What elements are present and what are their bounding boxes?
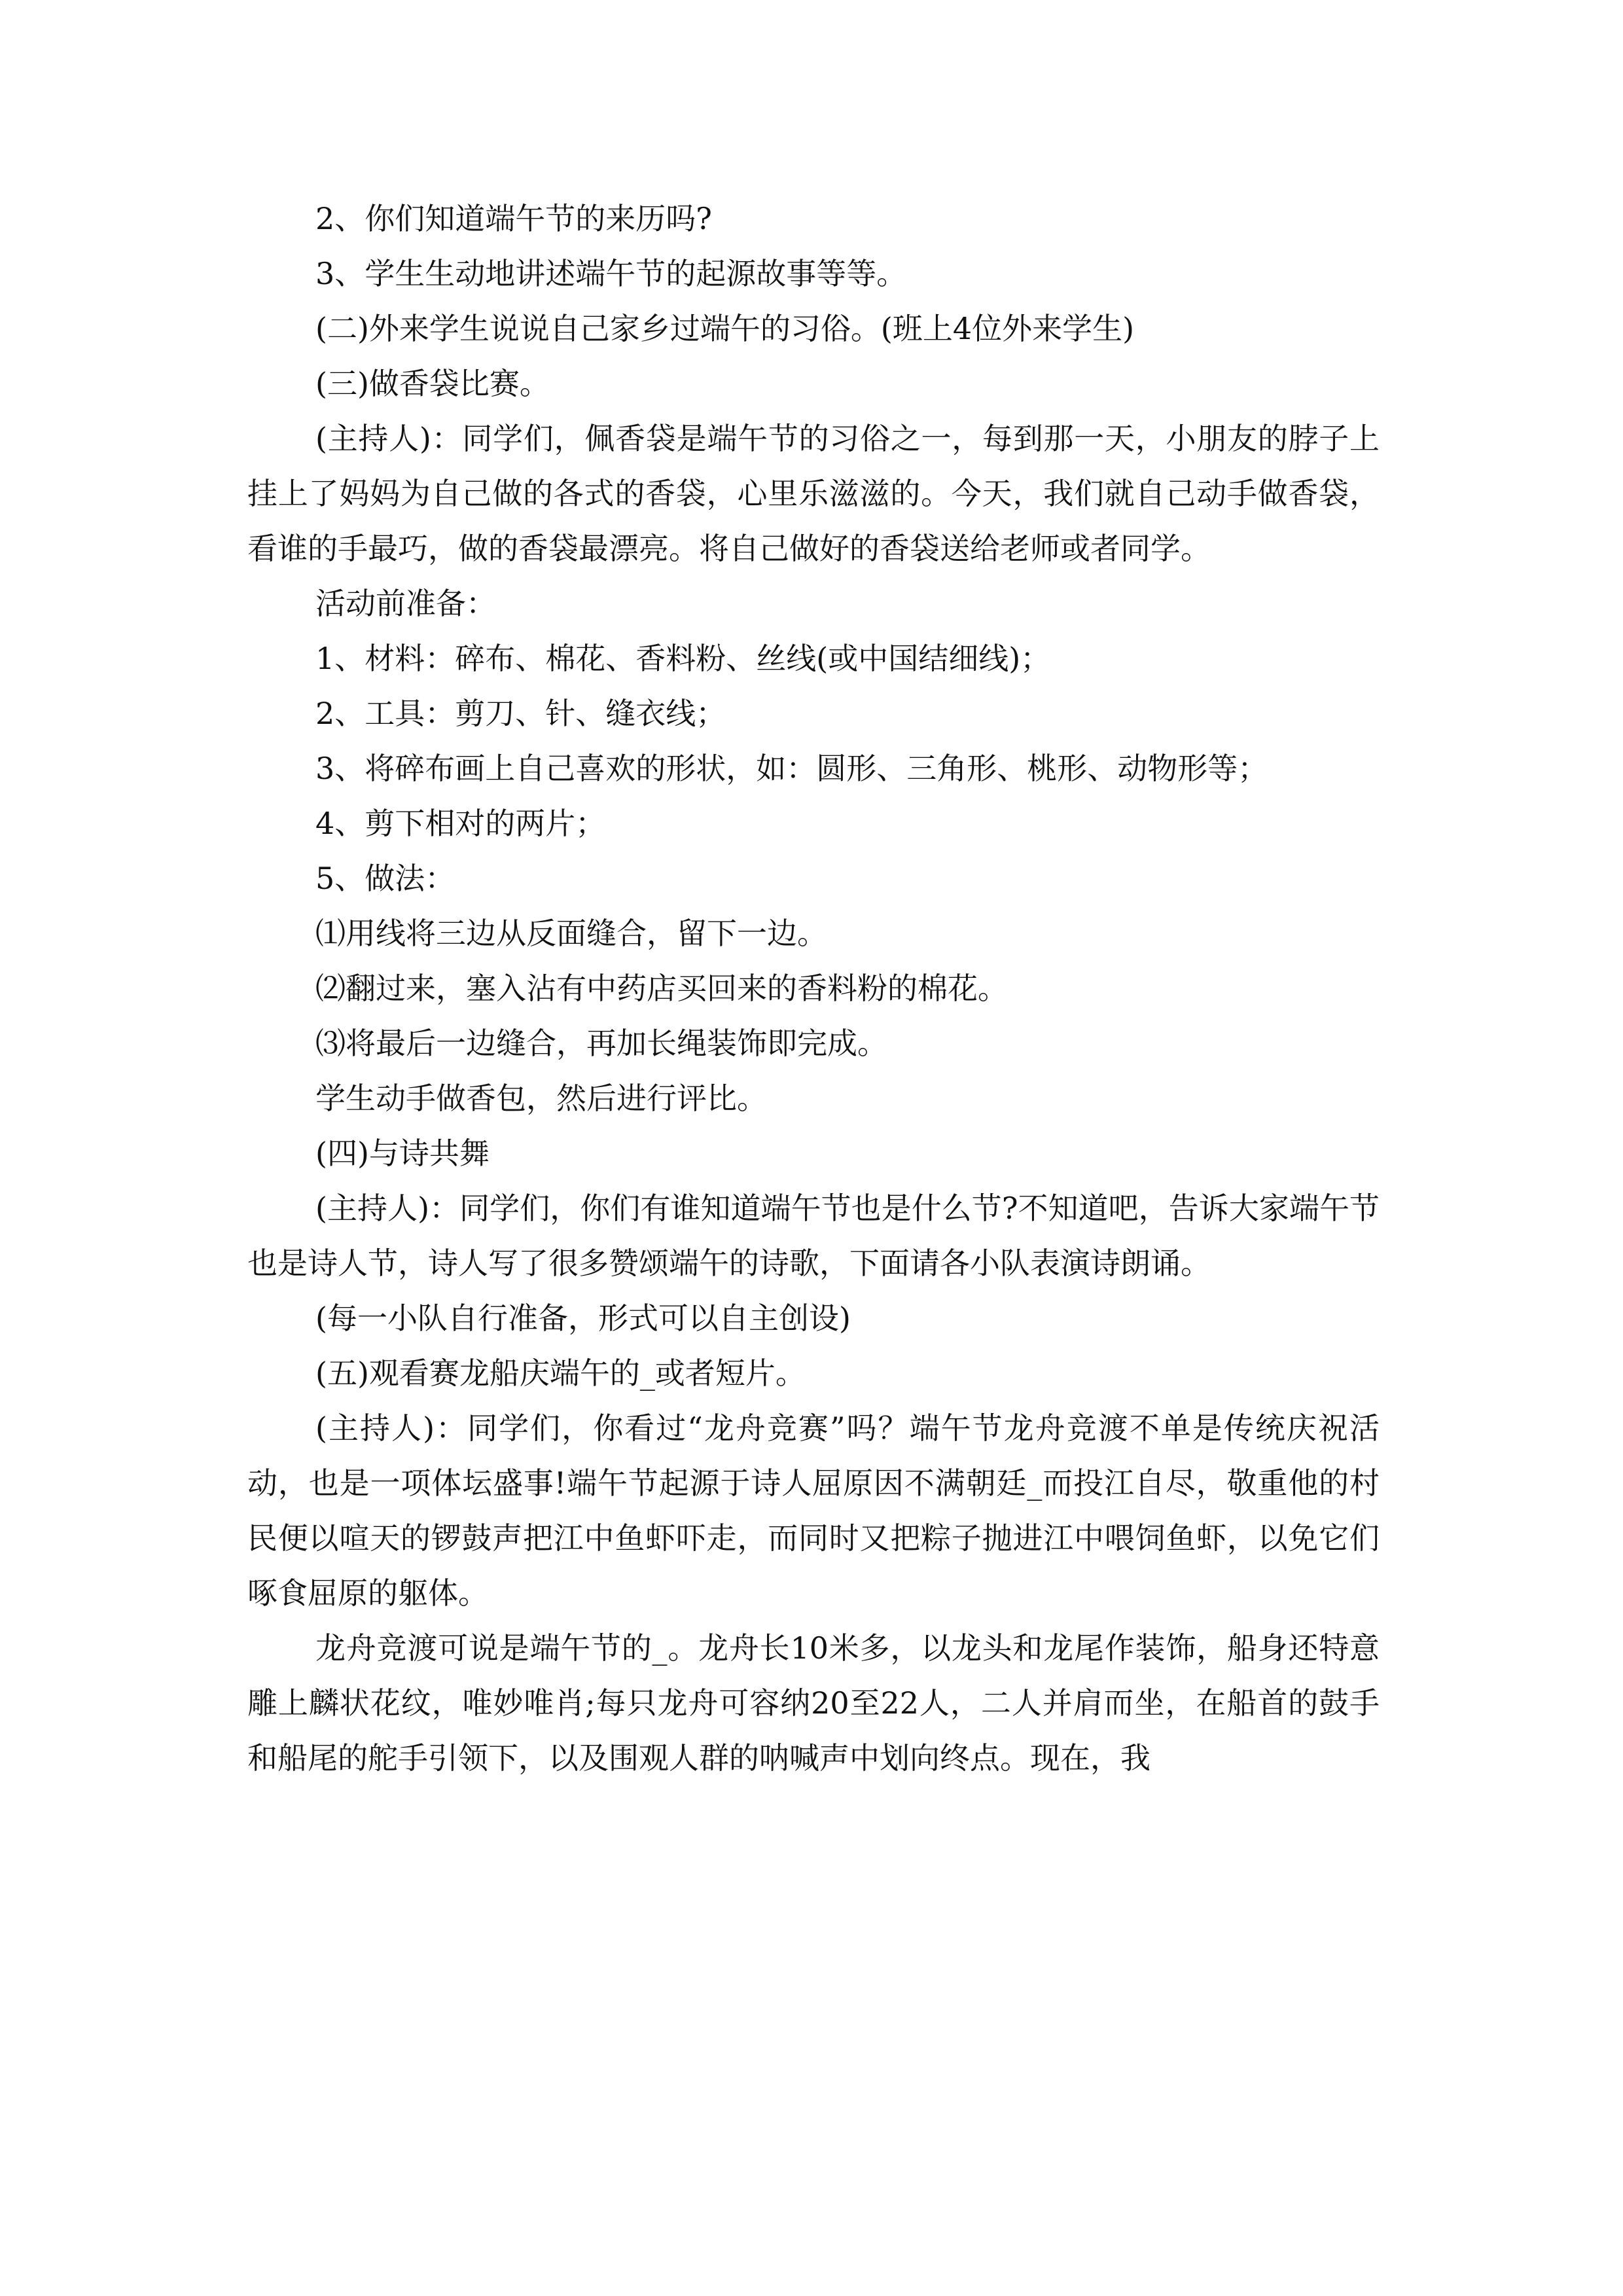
paragraph: (二)外来学生说说自己家乡过端午的习俗。(班上4位外来学生) xyxy=(315,311,1135,346)
paragraph: 2、工具：剪刀、针、缝衣线； xyxy=(315,696,726,731)
paragraph: ⑴用线将三边从反面缝合，留下一边。 xyxy=(315,916,827,951)
paragraph: (主持人)：同学们，佩香袋是端午节的习俗之一，每到那一天，小朋友的脖子上挂上了妈妈为自己做的各式的香袋，心里乐滋滋的。今天，我们就自己动手做香袋，看谁的手最巧，做的香袋最漂亮。将自己做好的香袋送给老师或者同学。 xyxy=(247,421,1380,566)
paragraph: 2、你们知道端午节的来历吗? xyxy=(315,201,712,236)
paragraph: (五)观看赛龙船庆端午的_或者短片。 xyxy=(315,1355,806,1391)
paragraph: ⑵翻过来，塞入沾有中药店买回来的香料粉的棉花。 xyxy=(315,971,1008,1006)
paragraph: 学生动手做香包，然后进行评比。 xyxy=(315,1081,767,1116)
paragraph: (四)与诗共舞 xyxy=(315,1136,490,1171)
paragraph: (主持人)：同学们，你看过“龙舟竞赛”吗？端午节龙舟竞渡不单是传统庆祝活动，也是一项体坛盛事!端午节起源于诗人屈原因不满朝廷_而投江自尽，敬重他的村民便以喧天的锣鼓声把江中鱼虾吓走，而同时又把粽子抛进江中喂饲鱼虾，以免它们啄食屈原的躯体。 xyxy=(247,1410,1380,1611)
paragraph: 1、材料：碎布、棉花、香料粉、丝线(或中国结细线)； xyxy=(315,641,1051,676)
paragraph: 龙舟竞渡可说是端午节的_。龙舟长10米多，以龙头和龙尾作装饰，船身还特意雕上麟状花纹，唯妙唯肖;每只龙舟可容纳20至22人，二人并肩而坐，在船首的鼓手和船尾的舵手引领下，以及围观人群的呐喊声中划向终点。现在，我 xyxy=(247,1630,1380,1776)
paragraph: (三)做香袋比赛。 xyxy=(315,366,550,401)
paragraph: 3、学生生动地讲述端午节的起源故事等等。 xyxy=(315,256,907,291)
document-body xyxy=(247,191,1380,1785)
paragraph: 3、将碎布画上自己喜欢的形状，如：圆形、三角形、桃形、动物形等； xyxy=(315,751,1268,786)
paragraph: (主持人)：同学们，你们有谁知道端午节也是什么节?不知道吧，告诉大家端午节也是诗人节，诗人写了很多赞颂端午的诗歌，下面请各小队表演诗朗诵。 xyxy=(247,1191,1380,1281)
paragraph: 4、剪下相对的两片； xyxy=(315,806,606,841)
paragraph: 5、做法： xyxy=(315,861,455,896)
paragraph: ⑶将最后一边缝合，再加长绳装饰即完成。 xyxy=(315,1026,887,1061)
paragraph: (每一小队自行准备，形式可以自主创设) xyxy=(315,1300,851,1336)
paragraph: 活动前准备： xyxy=(315,586,496,621)
